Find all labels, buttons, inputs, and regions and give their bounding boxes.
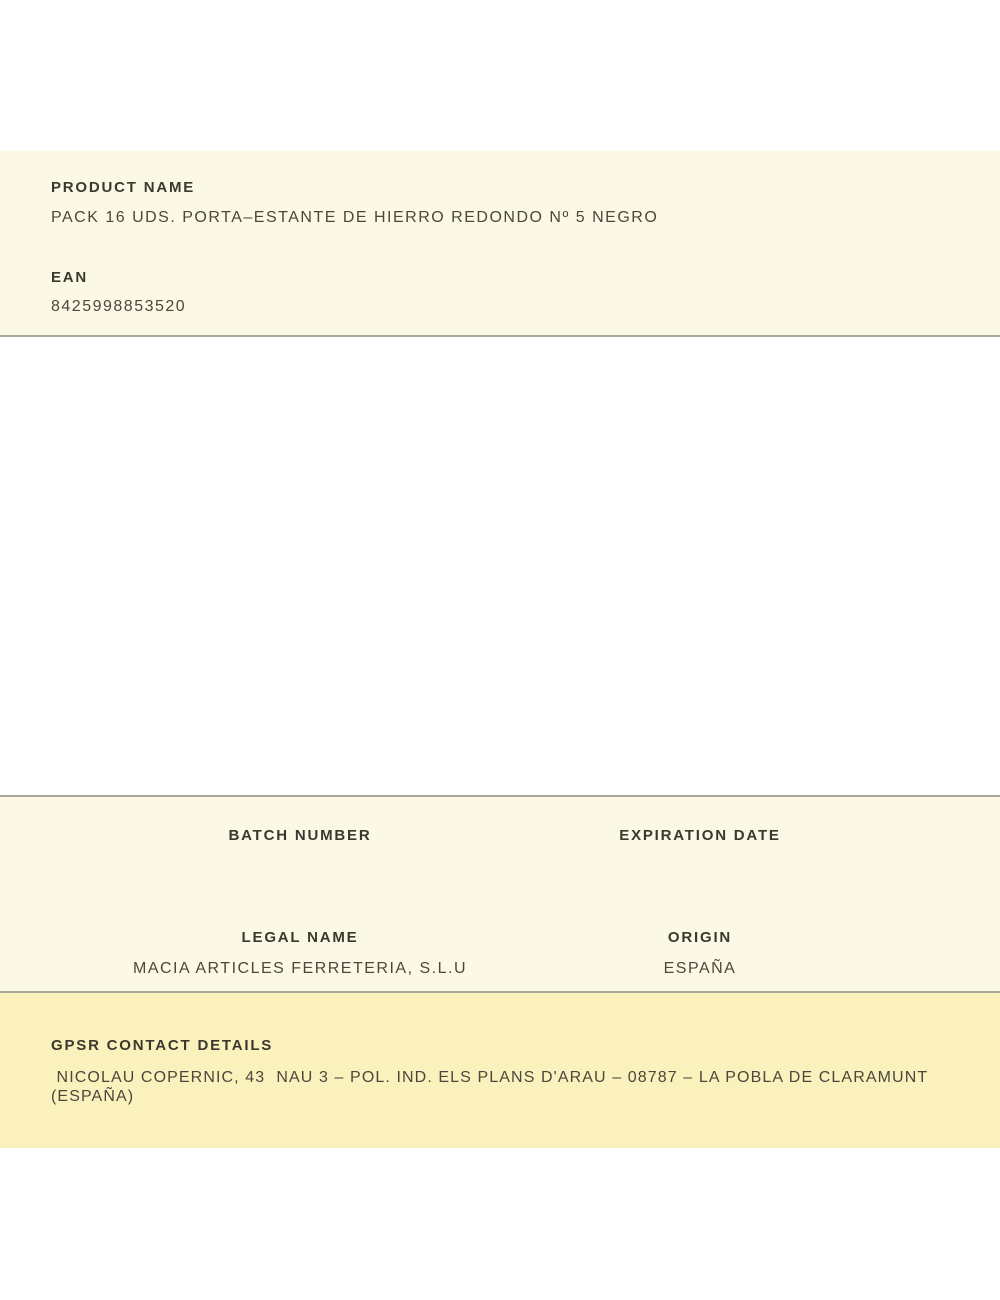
gpsr-contact-section [0,993,1000,1148]
product-name-value: PACK 16 UDS. PORTA–ESTANTE DE HIERRO REDONDO Nº 5 NEGRO [51,209,659,226]
expiration-date-cell [500,826,900,857]
origin-label: ORIGIN [667,929,733,946]
legal-name-value: MACIA ARTICLES FERRETERIA, S.L.U [133,960,467,977]
legal-origin-row [100,928,900,978]
batch-origin-section [0,795,1000,993]
batch-expiration-row [100,826,900,857]
legal-name-cell [100,928,500,978]
ean-label: EAN [51,269,89,286]
product-name-label: PRODUCT NAME [51,179,196,196]
expiration-date-label: EXPIRATION DATE [619,827,781,844]
empty-image-placeholder-area [0,337,1000,795]
origin-cell [500,928,900,978]
batch-number-cell [100,826,500,857]
product-info-section [0,151,1000,337]
batch-number-label: BATCH NUMBER [228,827,372,844]
gpsr-contact-label: GPSR CONTACT DETAILS [51,1037,274,1054]
origin-value: ESPAÑA [663,960,737,977]
legal-name-label: LEGAL NAME [241,929,359,946]
gpsr-contact-address: NICOLAU COPERNIC, 43 NAU 3 – POL. IND. ELS PLANS D'ARAU – 08787 – LA POBLA DE CLARAMUNT (ESPAÑA) [51,1069,934,1105]
ean-value: 8425998853520 [51,298,187,315]
